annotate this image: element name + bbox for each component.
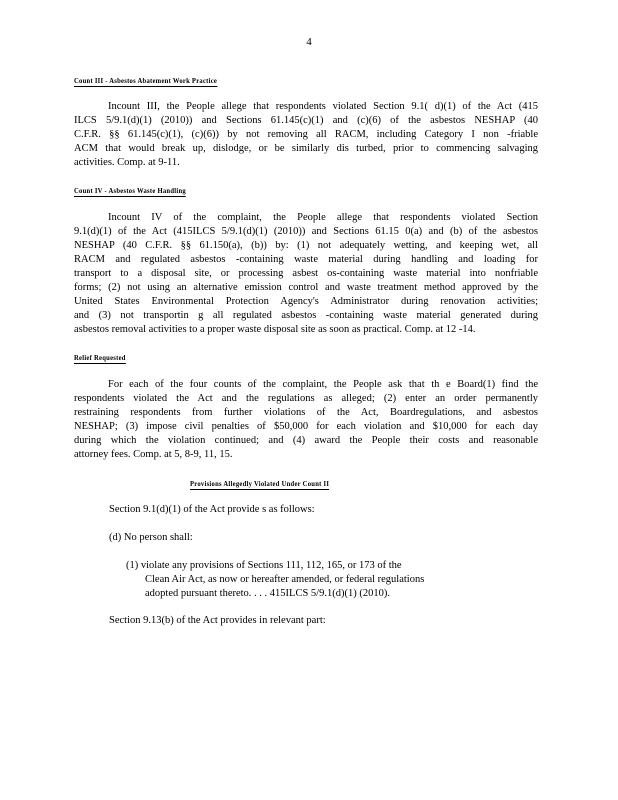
paragraph-line: RACM and regulated asbestos -containing waste material during handling and loading for [74, 254, 538, 265]
paragraph-line: and (3) not transportin g all regulated asbestos -containing waste material generated during [74, 310, 538, 321]
item-1-line: adopted pursuant thereto. . . . 415ILCS 5/9.1(d)(1) (2010). [145, 588, 390, 599]
count-3-heading: Count III - Asbestos Abatement Work Practice [74, 76, 218, 85]
paragraph-line: NESHAP; (3) impose civil penalties of $50,000 for each violation and $10,000 for each day [74, 421, 538, 432]
paragraph-line: during which the violation continued; and (4) award the People their costs and reasonable [74, 435, 538, 446]
section-9-13-intro: Section 9.13(b) of the Act provides in relevant part: [109, 615, 326, 626]
paragraph-line: Incount IV of the complaint, the People allege that respondents violated Section [108, 212, 538, 223]
paragraph-line: asbestos removal activities to a proper waste disposal site as soon as practical. Comp. at 12 -14. [74, 324, 476, 335]
item-1-line: Clean Air Act, as now or hereafter amended, or federal regulations [145, 574, 425, 585]
paragraph-line: ILCS 5/9.1(d)(1) (2010)) and Sections 61.145(c)(1) and (c)(6) of the asbestos NESHAP (40 [74, 115, 538, 126]
count-4-heading: Count IV - Asbestos Waste Handling [74, 186, 186, 195]
paragraph-line: For each of the four counts of the complaint, the People ask that th e Board(1) find the [108, 379, 538, 390]
count-3-paragraph [74, 100, 538, 170]
paragraph-line: forms; (2) not using an alternative emission control and waste treatment method approved by the [74, 282, 538, 293]
paragraph-line: Incount III, the People allege that respondents violated Section 9.1( d)(1) of the Act (415 [108, 101, 538, 112]
provisions-heading: Provisions Allegedly Violated Under Count II [190, 479, 330, 488]
paragraph-line: United States Environmental Protection Agency's Administrator during renovation activities; [74, 296, 538, 307]
paragraph-line: NESHAP (40 C.F.R. §§ 61.150(a), (b)) by: (1) not adequately wetting, and keeping wet, all [74, 240, 538, 251]
paragraph-line: transport to a disposal site, or processing asbest os-containing waste material into nonfriable [74, 268, 538, 279]
paragraph-line: respondents violated the Act and the regulations as alleged; (2) enter an order permanently [74, 393, 538, 404]
count-4-paragraph [74, 211, 538, 337]
page-number: 4 [306, 36, 312, 48]
relief-paragraph [74, 378, 538, 462]
relief-heading: Relief Requested [74, 353, 126, 362]
subsection-d-line: (d) No person shall: [109, 532, 193, 543]
paragraph-line: 9.1(d)(1) of the Act (415ILCS 5/9.1(d)(1) (2010)) and Sections 61.15 0(a) and (b) of the asbestos [74, 226, 538, 237]
paragraph-line: attorney fees. Comp. at 5, 8-9, 11, 15. [74, 449, 233, 460]
item-1-line: (1) violate any provisions of Sections 111, 112, 165, or 173 of the [126, 560, 402, 571]
paragraph-line: activities. Comp. at 9-11. [74, 157, 180, 168]
paragraph-line: C.F.R. §§ 61.145(c)(1), (c)(6)) by not removing all RACM, including Category I non -friable [74, 129, 538, 140]
section-9-1-intro: Section 9.1(d)(1) of the Act provide s as follows: [109, 504, 315, 515]
paragraph-line: restraining respondents from further violations of the Act, Boardregulations, and asbestos [74, 407, 538, 418]
paragraph-line: ACM that would break up, dislodge, or be similarly dis turbed, prior to commencing salvaging [74, 143, 538, 154]
